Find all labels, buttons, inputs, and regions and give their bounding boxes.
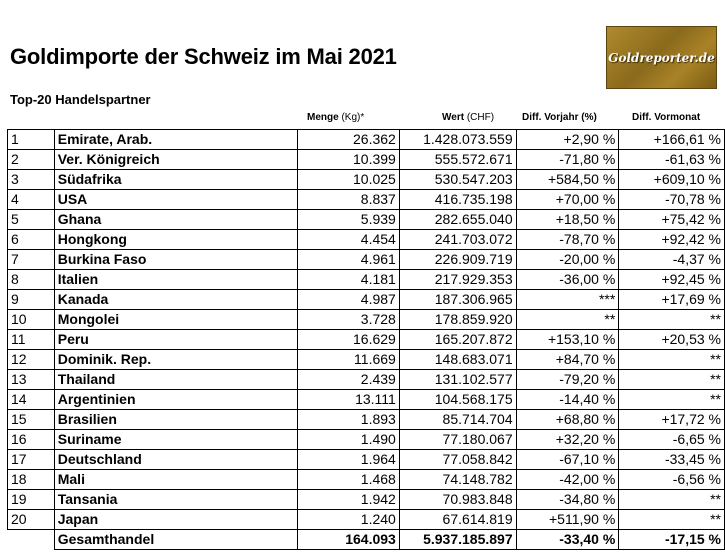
wert-cell: 241.703.072: [399, 230, 516, 250]
table-row: [8, 390, 725, 410]
rank-cell: 4: [8, 190, 55, 210]
menge-cell: 1.893: [298, 410, 400, 430]
country-cell: Dominik. Rep.: [54, 350, 298, 370]
rank-cell: 18: [8, 470, 55, 490]
wert-cell: 67.614.819: [399, 510, 516, 530]
menge-cell: 4.961: [298, 250, 400, 270]
menge-cell: 10.025: [298, 170, 400, 190]
diff-vorjahr-cell: -34,80 %: [516, 490, 619, 510]
diff-vormonat-cell: +609,10 %: [619, 170, 725, 190]
table-row: [8, 150, 725, 170]
diff-vorjahr-cell: -20,00 %: [516, 250, 619, 270]
diff-vormonat-cell: **: [619, 510, 725, 530]
table-row: [8, 450, 725, 470]
menge-cell: 13.111: [298, 390, 400, 410]
table-row: [8, 350, 725, 370]
diff-vorjahr-cell: -36,00 %: [516, 270, 619, 290]
total-wert-cell: 5.937.185.897: [399, 530, 516, 550]
table-row: [8, 290, 725, 310]
wert-cell: 282.655.040: [399, 210, 516, 230]
menge-cell: 8.837: [298, 190, 400, 210]
country-cell: Ver. Königreich: [54, 150, 298, 170]
diff-vormonat-cell: **: [619, 490, 725, 510]
country-cell: Peru: [54, 330, 298, 350]
rank-cell: 16: [8, 430, 55, 450]
rank-cell: 17: [8, 450, 55, 470]
column-header-diff-vormonat: Diff. Vormonat: [632, 112, 701, 123]
total-diff-vormonat-cell: -17,15 %: [619, 530, 725, 550]
menge-cell: 4.181: [298, 270, 400, 290]
diff-vorjahr-cell: -14,40 %: [516, 390, 619, 410]
diff-vormonat-cell: **: [619, 390, 725, 410]
country-cell: Italien: [54, 270, 298, 290]
table-row: [8, 310, 725, 330]
menge-cell: 1.490: [298, 430, 400, 450]
rank-cell: 7: [8, 250, 55, 270]
diff-vorjahr-cell: +584,50 %: [516, 170, 619, 190]
diff-vorjahr-cell: +511,90 %: [516, 510, 619, 530]
table-body: [8, 130, 725, 550]
wert-cell: 148.683.071: [399, 350, 516, 370]
wert-cell: 416.735.198: [399, 190, 516, 210]
diff-vorjahr-cell: +70,00 %: [516, 190, 619, 210]
country-cell: Japan: [54, 510, 298, 530]
wert-cell: 226.909.719: [399, 250, 516, 270]
diff-vormonat-cell: -61,63 %: [619, 150, 725, 170]
diff-vorjahr-cell: **: [516, 310, 619, 330]
table-row: [8, 410, 725, 430]
diff-vorjahr-cell: -78,70 %: [516, 230, 619, 250]
column-header-wert-label: Wert: [442, 112, 465, 123]
column-header-menge-label: Menge: [307, 112, 339, 123]
country-cell: Argentinien: [54, 390, 298, 410]
total-menge-cell: 164.093: [298, 530, 400, 550]
diff-vorjahr-cell: ***: [516, 290, 619, 310]
diff-vormonat-cell: **: [619, 310, 725, 330]
column-header-menge-unit: (Kg)*: [341, 112, 365, 123]
country-cell: Deutschland: [54, 450, 298, 470]
menge-cell: 1.240: [298, 510, 400, 530]
rank-cell: 20: [8, 510, 55, 530]
rank-cell: 13: [8, 370, 55, 390]
country-cell: Brasilien: [54, 410, 298, 430]
rank-cell: 19: [8, 490, 55, 510]
diff-vormonat-cell: -33,45 %: [619, 450, 725, 470]
total-diff-vorjahr-cell: -33,40 %: [516, 530, 619, 550]
wert-cell: 555.572.671: [399, 150, 516, 170]
diff-vorjahr-cell: +18,50 %: [516, 210, 619, 230]
table-row: [8, 210, 725, 230]
rank-cell: 2: [8, 150, 55, 170]
rank-cell: 14: [8, 390, 55, 410]
country-cell: Südafrika: [54, 170, 298, 190]
rank-cell: 6: [8, 230, 55, 250]
diff-vormonat-cell: +20,53 %: [619, 330, 725, 350]
menge-cell: 4.987: [298, 290, 400, 310]
diff-vorjahr-cell: +32,20 %: [516, 430, 619, 450]
rank-cell: 11: [8, 330, 55, 350]
rank-cell: 1: [8, 130, 55, 150]
diff-vormonat-cell: +75,42 %: [619, 210, 725, 230]
page-title: Goldimporte der Schweiz im Mai 2021: [10, 44, 397, 69]
table-row: [8, 270, 725, 290]
table-row: [8, 370, 725, 390]
table-row: [8, 250, 725, 270]
diff-vorjahr-cell: -71,80 %: [516, 150, 619, 170]
menge-cell: 3.728: [298, 310, 400, 330]
table-row: [8, 330, 725, 350]
table-row: [8, 490, 725, 510]
wert-cell: 77.180.067: [399, 430, 516, 450]
country-cell: Ghana: [54, 210, 298, 230]
country-cell: Hongkong: [54, 230, 298, 250]
country-cell: Suriname: [54, 430, 298, 450]
menge-cell: 1.964: [298, 450, 400, 470]
total-empty-cell: [8, 530, 55, 550]
diff-vormonat-cell: +17,69 %: [619, 290, 725, 310]
table-row: [8, 430, 725, 450]
table-row: [8, 170, 725, 190]
diff-vormonat-cell: **: [619, 350, 725, 370]
diff-vormonat-cell: -70,78 %: [619, 190, 725, 210]
rank-cell: 5: [8, 210, 55, 230]
diff-vormonat-cell: +17,72 %: [619, 410, 725, 430]
diff-vormonat-cell: -6,56 %: [619, 470, 725, 490]
table-row: [8, 230, 725, 250]
total-row: [8, 530, 725, 550]
menge-cell: 4.454: [298, 230, 400, 250]
rank-cell: 15: [8, 410, 55, 430]
menge-cell: 10.399: [298, 150, 400, 170]
column-header-wert-unit: (CHF): [466, 112, 495, 123]
wert-cell: 187.306.965: [399, 290, 516, 310]
country-cell: Mongolei: [54, 310, 298, 330]
column-header-diff-vorjahr: Diff. Vorjahr (%): [522, 112, 597, 123]
wert-cell: 104.568.175: [399, 390, 516, 410]
diff-vorjahr-cell: -42,00 %: [516, 470, 619, 490]
trade-partners-table: [7, 129, 725, 550]
diff-vorjahr-cell: +84,70 %: [516, 350, 619, 370]
diff-vormonat-cell: **: [619, 370, 725, 390]
diff-vorjahr-cell: -67,10 %: [516, 450, 619, 470]
diff-vormonat-cell: +92,42 %: [619, 230, 725, 250]
menge-cell: 26.362: [298, 130, 400, 150]
wert-cell: 74.148.782: [399, 470, 516, 490]
wert-cell: 70.983.848: [399, 490, 516, 510]
diff-vormonat-cell: +166,61 %: [619, 130, 725, 150]
rank-cell: 9: [8, 290, 55, 310]
wert-cell: 131.102.577: [399, 370, 516, 390]
wert-cell: 217.929.353: [399, 270, 516, 290]
diff-vormonat-cell: +92,45 %: [619, 270, 725, 290]
country-cell: Burkina Faso: [54, 250, 298, 270]
diff-vorjahr-cell: +68,80 %: [516, 410, 619, 430]
menge-cell: 5.939: [298, 210, 400, 230]
rank-cell: 12: [8, 350, 55, 370]
table-row: [8, 470, 725, 490]
column-header-wert: [442, 112, 494, 123]
diff-vormonat-cell: -6,65 %: [619, 430, 725, 450]
country-cell: USA: [54, 190, 298, 210]
logo-text: Goldreporter.de: [608, 50, 715, 65]
menge-cell: 1.942: [298, 490, 400, 510]
diff-vormonat-cell: -4,37 %: [619, 250, 725, 270]
menge-cell: 2.439: [298, 370, 400, 390]
wert-cell: 530.547.203: [399, 170, 516, 190]
country-cell: Thailand: [54, 370, 298, 390]
diff-vorjahr-cell: +2,90 %: [516, 130, 619, 150]
menge-cell: 11.669: [298, 350, 400, 370]
rank-cell: 8: [8, 270, 55, 290]
table-row: [8, 510, 725, 530]
wert-cell: 85.714.704: [399, 410, 516, 430]
country-cell: Emirate, Arab.: [54, 130, 298, 150]
rank-cell: 10: [8, 310, 55, 330]
country-cell: Kanada: [54, 290, 298, 310]
column-header-menge: [307, 112, 364, 123]
table-row: [8, 190, 725, 210]
country-cell: Tansania: [54, 490, 298, 510]
country-cell: Mali: [54, 470, 298, 490]
total-label-cell: Gesamthandel: [54, 530, 298, 550]
diff-vorjahr-cell: +153,10 %: [516, 330, 619, 350]
wert-cell: 1.428.073.559: [399, 130, 516, 150]
table-subtitle: Top-20 Handelspartner: [10, 92, 151, 107]
wert-cell: 165.207.872: [399, 330, 516, 350]
diff-vorjahr-cell: -79,20 %: [516, 370, 619, 390]
wert-cell: 178.859.920: [399, 310, 516, 330]
rank-cell: 3: [8, 170, 55, 190]
wert-cell: 77.058.842: [399, 450, 516, 470]
menge-cell: 16.629: [298, 330, 400, 350]
table-row: [8, 130, 725, 150]
goldreporter-logo: [606, 26, 717, 89]
menge-cell: 1.468: [298, 470, 400, 490]
